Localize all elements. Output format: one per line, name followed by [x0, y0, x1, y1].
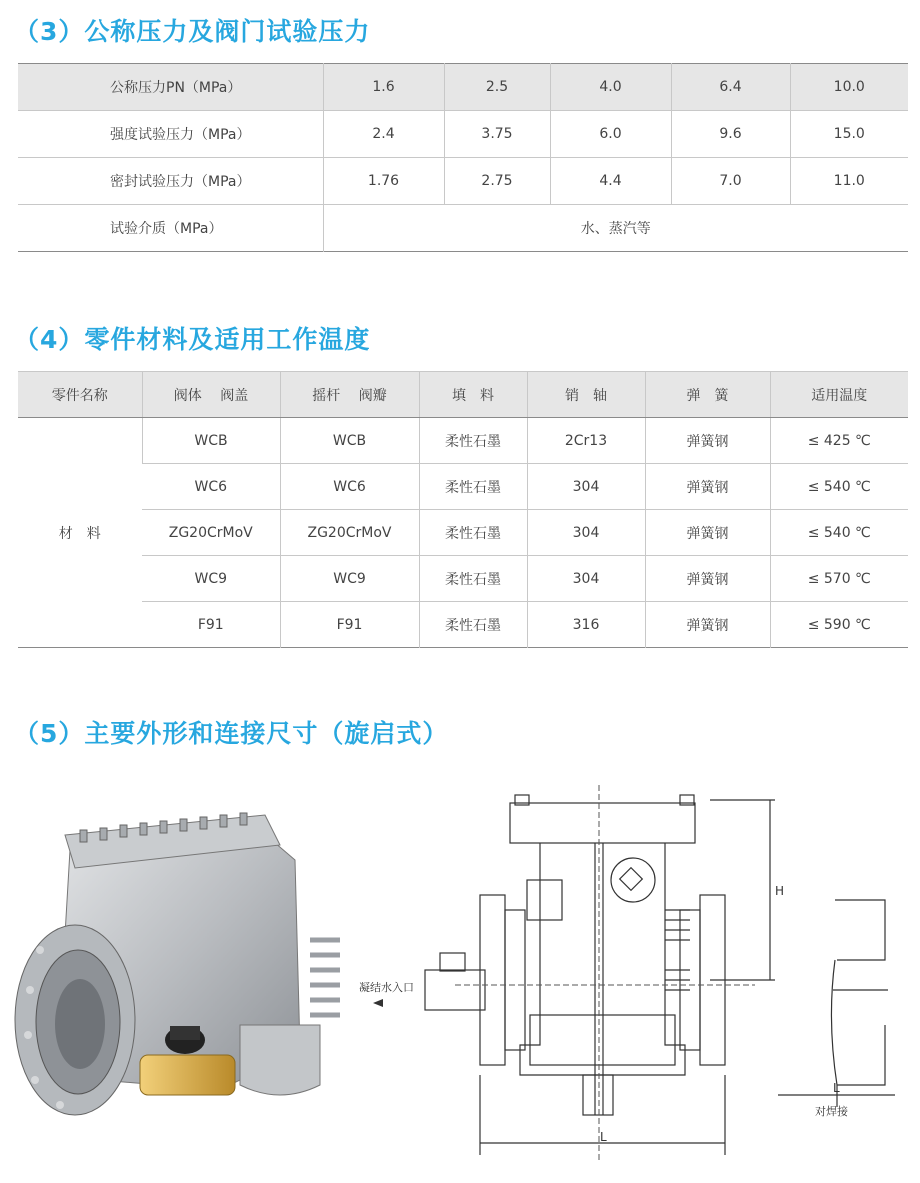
table-cell: 弹簧钢 [645, 464, 770, 510]
pressure-table [18, 63, 908, 252]
weld-label: 对焊接 [815, 1105, 848, 1118]
table-cell: 柔性石墨 [419, 418, 527, 464]
column-header: 零件名称 [18, 372, 142, 418]
valve-drawing [355, 785, 915, 1160]
valve-photo [10, 790, 365, 1135]
arrow-icon [373, 999, 383, 1007]
column-header: 适用温度 [770, 372, 908, 418]
row-label: 公称压力PN（MPa） [18, 64, 323, 111]
table-row [18, 205, 908, 252]
table-cell: 10.0 [790, 64, 908, 111]
table-cell: 2.5 [444, 64, 550, 111]
table-cell: ≤ 425 ℃ [770, 418, 908, 464]
row-label: 材 料 [58, 525, 101, 542]
table-header-row [18, 372, 908, 418]
table-cell: WC6 [142, 464, 280, 510]
table-cell: 柔性石墨 [419, 602, 527, 648]
table-row [18, 158, 908, 205]
inlet-label: 凝结水入口 [359, 981, 414, 994]
table-cell: ZG20CrMoV [280, 510, 419, 556]
column-header: 销 轴 [527, 372, 645, 418]
table-cell: 4.4 [550, 158, 671, 205]
table-cell: 15.0 [790, 111, 908, 158]
table-cell: F91 [142, 602, 280, 648]
table-row [18, 418, 908, 464]
table-row [18, 602, 908, 648]
table-cell: 11.0 [790, 158, 908, 205]
table-cell: 弹簧钢 [645, 418, 770, 464]
table-cell: 2.4 [323, 111, 444, 158]
table-cell: F91 [280, 602, 419, 648]
table-cell: 弹簧钢 [645, 602, 770, 648]
table-cell: WCB [142, 418, 280, 464]
table-cell: 3.75 [444, 111, 550, 158]
row-label: 试验介质（MPa） [18, 205, 323, 252]
table-cell: 2.75 [444, 158, 550, 205]
table-cell: 柔性石墨 [419, 510, 527, 556]
table-cell: WCB [280, 418, 419, 464]
column-header: 阀体 阀盖 [142, 372, 280, 418]
section-3-title: （3）公称压力及阀门试验压力 [14, 17, 371, 46]
table-cell: WC6 [280, 464, 419, 510]
table-cell: 弹簧钢 [645, 510, 770, 556]
table-cell: 4.0 [550, 64, 671, 111]
table-cell: ≤ 540 ℃ [770, 464, 908, 510]
table-cell: WC9 [280, 556, 419, 602]
table-cell: 304 [527, 464, 645, 510]
column-header: 填 料 [419, 372, 527, 418]
table-cell: 1.76 [323, 158, 444, 205]
table-cell: 304 [527, 556, 645, 602]
table-cell: 304 [527, 510, 645, 556]
column-header: 弹 簧 [645, 372, 770, 418]
table-cell: 2Cr13 [527, 418, 645, 464]
table-cell: 柔性石墨 [419, 556, 527, 602]
table-row [18, 556, 908, 602]
table-cell: 6.0 [550, 111, 671, 158]
table-cell: ≤ 540 ℃ [770, 510, 908, 556]
table-cell: 7.0 [671, 158, 790, 205]
table-cell: WC9 [142, 556, 280, 602]
table-cell: ≤ 570 ℃ [770, 556, 908, 602]
table-cell: 1.6 [323, 64, 444, 111]
dimension-l2-label: L [833, 1081, 840, 1095]
column-header: 摇杆 阀瓣 [280, 372, 419, 418]
table-cell: 6.4 [671, 64, 790, 111]
table-row [18, 464, 908, 510]
table-cell: ≤ 590 ℃ [770, 602, 908, 648]
table-cell: 弹簧钢 [645, 556, 770, 602]
dimension-l-label: L [600, 1130, 607, 1144]
row-label: 密封试验压力（MPa） [18, 158, 323, 205]
section-4-title: （4）零件材料及适用工作温度 [14, 325, 371, 354]
row-label: 强度试验压力（MPa） [18, 111, 323, 158]
table-row [18, 111, 908, 158]
table-cell: ZG20CrMoV [142, 510, 280, 556]
table-cell: 316 [527, 602, 645, 648]
table-cell: 柔性石墨 [419, 464, 527, 510]
materials-table [18, 371, 908, 648]
table-row [18, 510, 908, 556]
table-cell: 水、蒸汽等 [323, 205, 908, 252]
section-5-title: （5）主要外形和连接尺寸（旋启式） [14, 719, 449, 748]
table-row [18, 64, 908, 111]
dimension-h-label: H [775, 884, 785, 898]
table-cell: 9.6 [671, 111, 790, 158]
